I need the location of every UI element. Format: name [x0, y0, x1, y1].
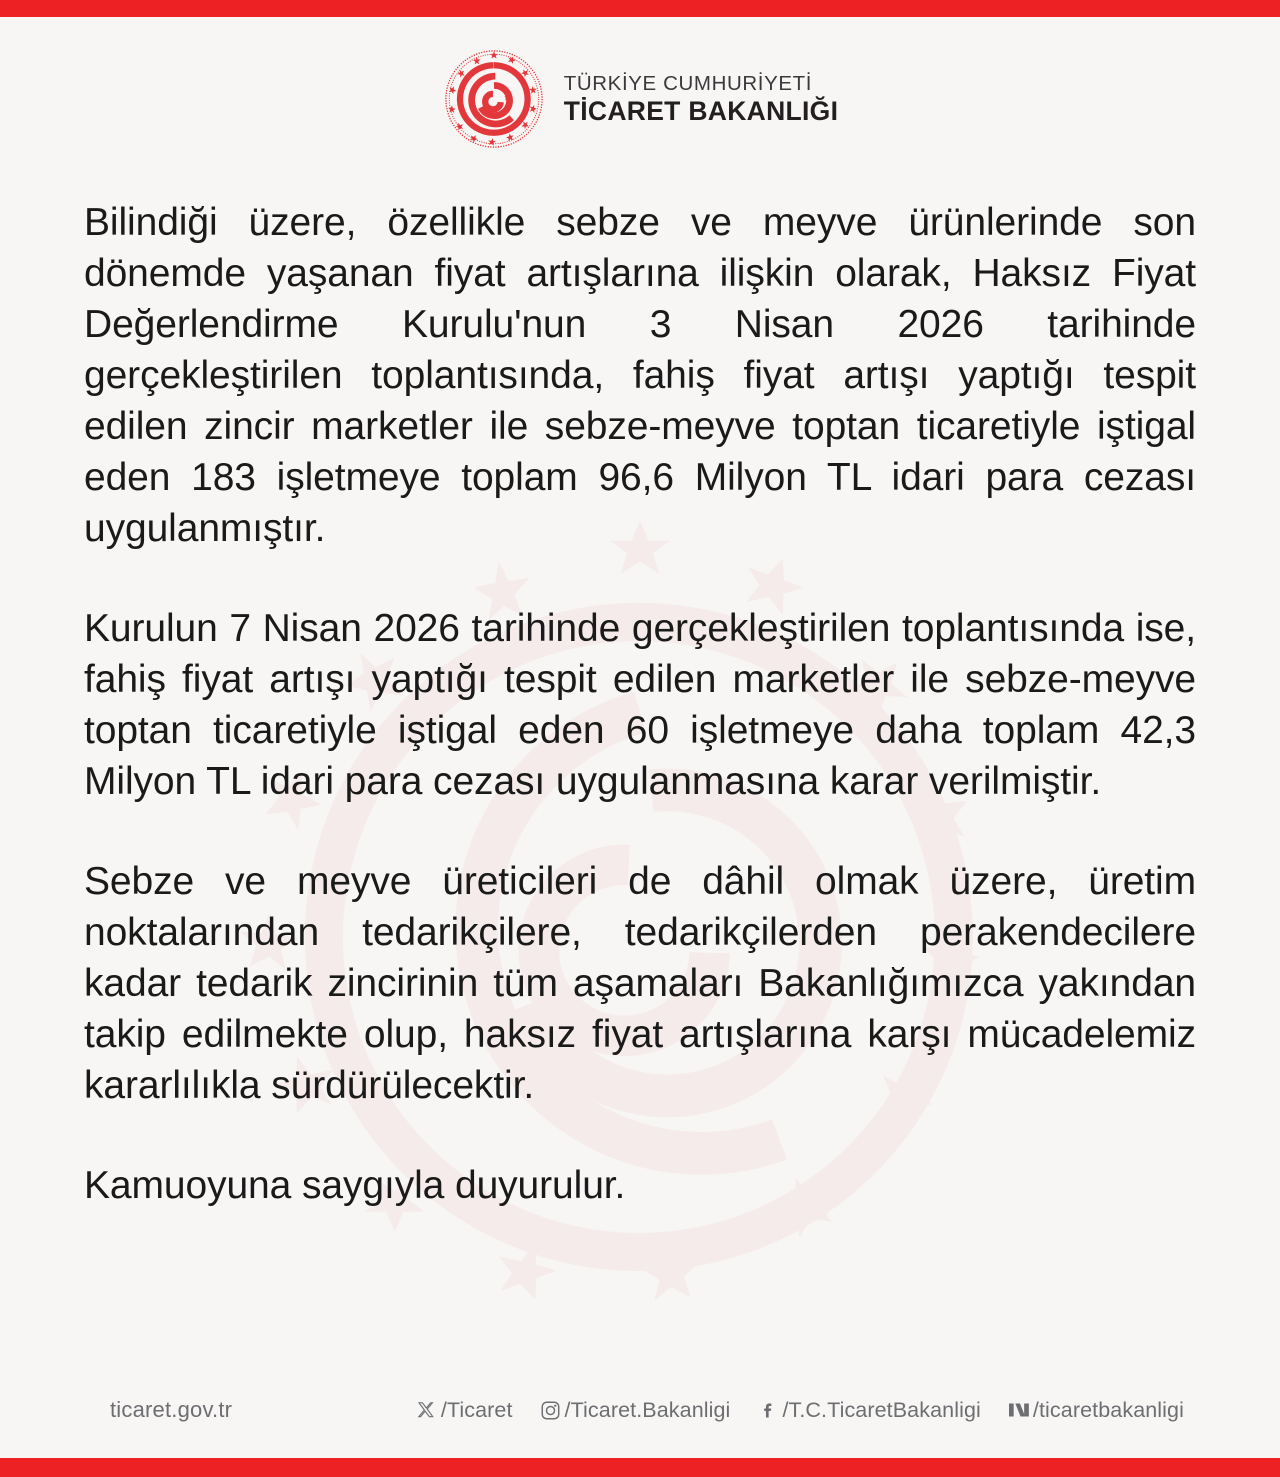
paragraph-2: Kurulun 7 Nisan 2026 tarihinde gerçekleştirilen toplantısında ise, fahiş fiyat artışı yaptığı tespit edilen marketler ile sebze-meyve toptan ticaretiyle iştigal eden 60 işletmeye daha toplam 42,3 Milyon TL idari para cezası uygulanmasına karar verilmiştir. [84, 607, 1196, 803]
bottom-accent-bar [0, 1458, 1280, 1477]
social-links [415, 1398, 1184, 1422]
announcement-body [84, 197, 1196, 1211]
nsosyal-icon [1007, 1398, 1031, 1422]
website-url[interactable]: ticaret.gov.tr [110, 1397, 233, 1422]
ministry-wordmark [564, 72, 839, 126]
social-handle: /T.C.TicaretBakanligi [782, 1398, 981, 1423]
ministry-header [0, 47, 1280, 151]
instagram-icon [539, 1398, 563, 1422]
ministry-country-line: TÜRKİYE CUMHURİYETİ [563, 71, 813, 95]
facebook-icon [756, 1398, 780, 1422]
social-handle: /Ticaret [440, 1398, 513, 1423]
social-handle: /ticaretbakanligi [1032, 1398, 1184, 1423]
social-link-facebook[interactable] [756, 1398, 980, 1422]
social-link-instagram[interactable] [539, 1398, 731, 1422]
social-handle: /Ticaret.Bakanligi [564, 1398, 731, 1423]
social-link-x[interactable] [415, 1398, 513, 1422]
top-accent-bar [0, 0, 1280, 17]
footer [0, 1397, 1280, 1423]
turkish-ministry-of-trade-emblem-icon [442, 47, 546, 151]
x-twitter-icon [415, 1398, 439, 1422]
social-link-nsosyal[interactable] [1007, 1398, 1184, 1422]
closing-line: Kamuoyuna saygıyla duyurulur. [84, 1164, 626, 1207]
announcement-sheet [0, 17, 1280, 1458]
paragraph-3: Sebze ve meyve üreticileri de dâhil olmak üzere, üretim noktalarından tedarikçilere, tedarikçilerden perakendecilere kadar tedarik zincirinin tüm aşamaları Bakanlığımızca yakından takip edilmekte olup, haksız fiyat artışlarına karşı mücadelemiz kararlılıkla sürdürülecektir. [84, 860, 1196, 1107]
paragraph-1: Bilindiği üzere, özellikle sebze ve meyve ürünlerinde son dönemde yaşanan fiyat artışlarına ilişkin olarak, Haksız Fiyat Değerlendirme Kurulu'nun 3 Nisan 2026 tarihinde gerçekleştirilen toplantısında, fahiş fiyat artışı yaptığı tespit edilen zincir marketler ile sebze-meyve toptan ticaretiyle iştigal eden 183 işletmeye toplam 96,6 Milyon TL idari para cezası uygulanmıştır. [84, 201, 1196, 550]
ministry-name-line: TİCARET BAKANLIĞI [563, 95, 839, 126]
